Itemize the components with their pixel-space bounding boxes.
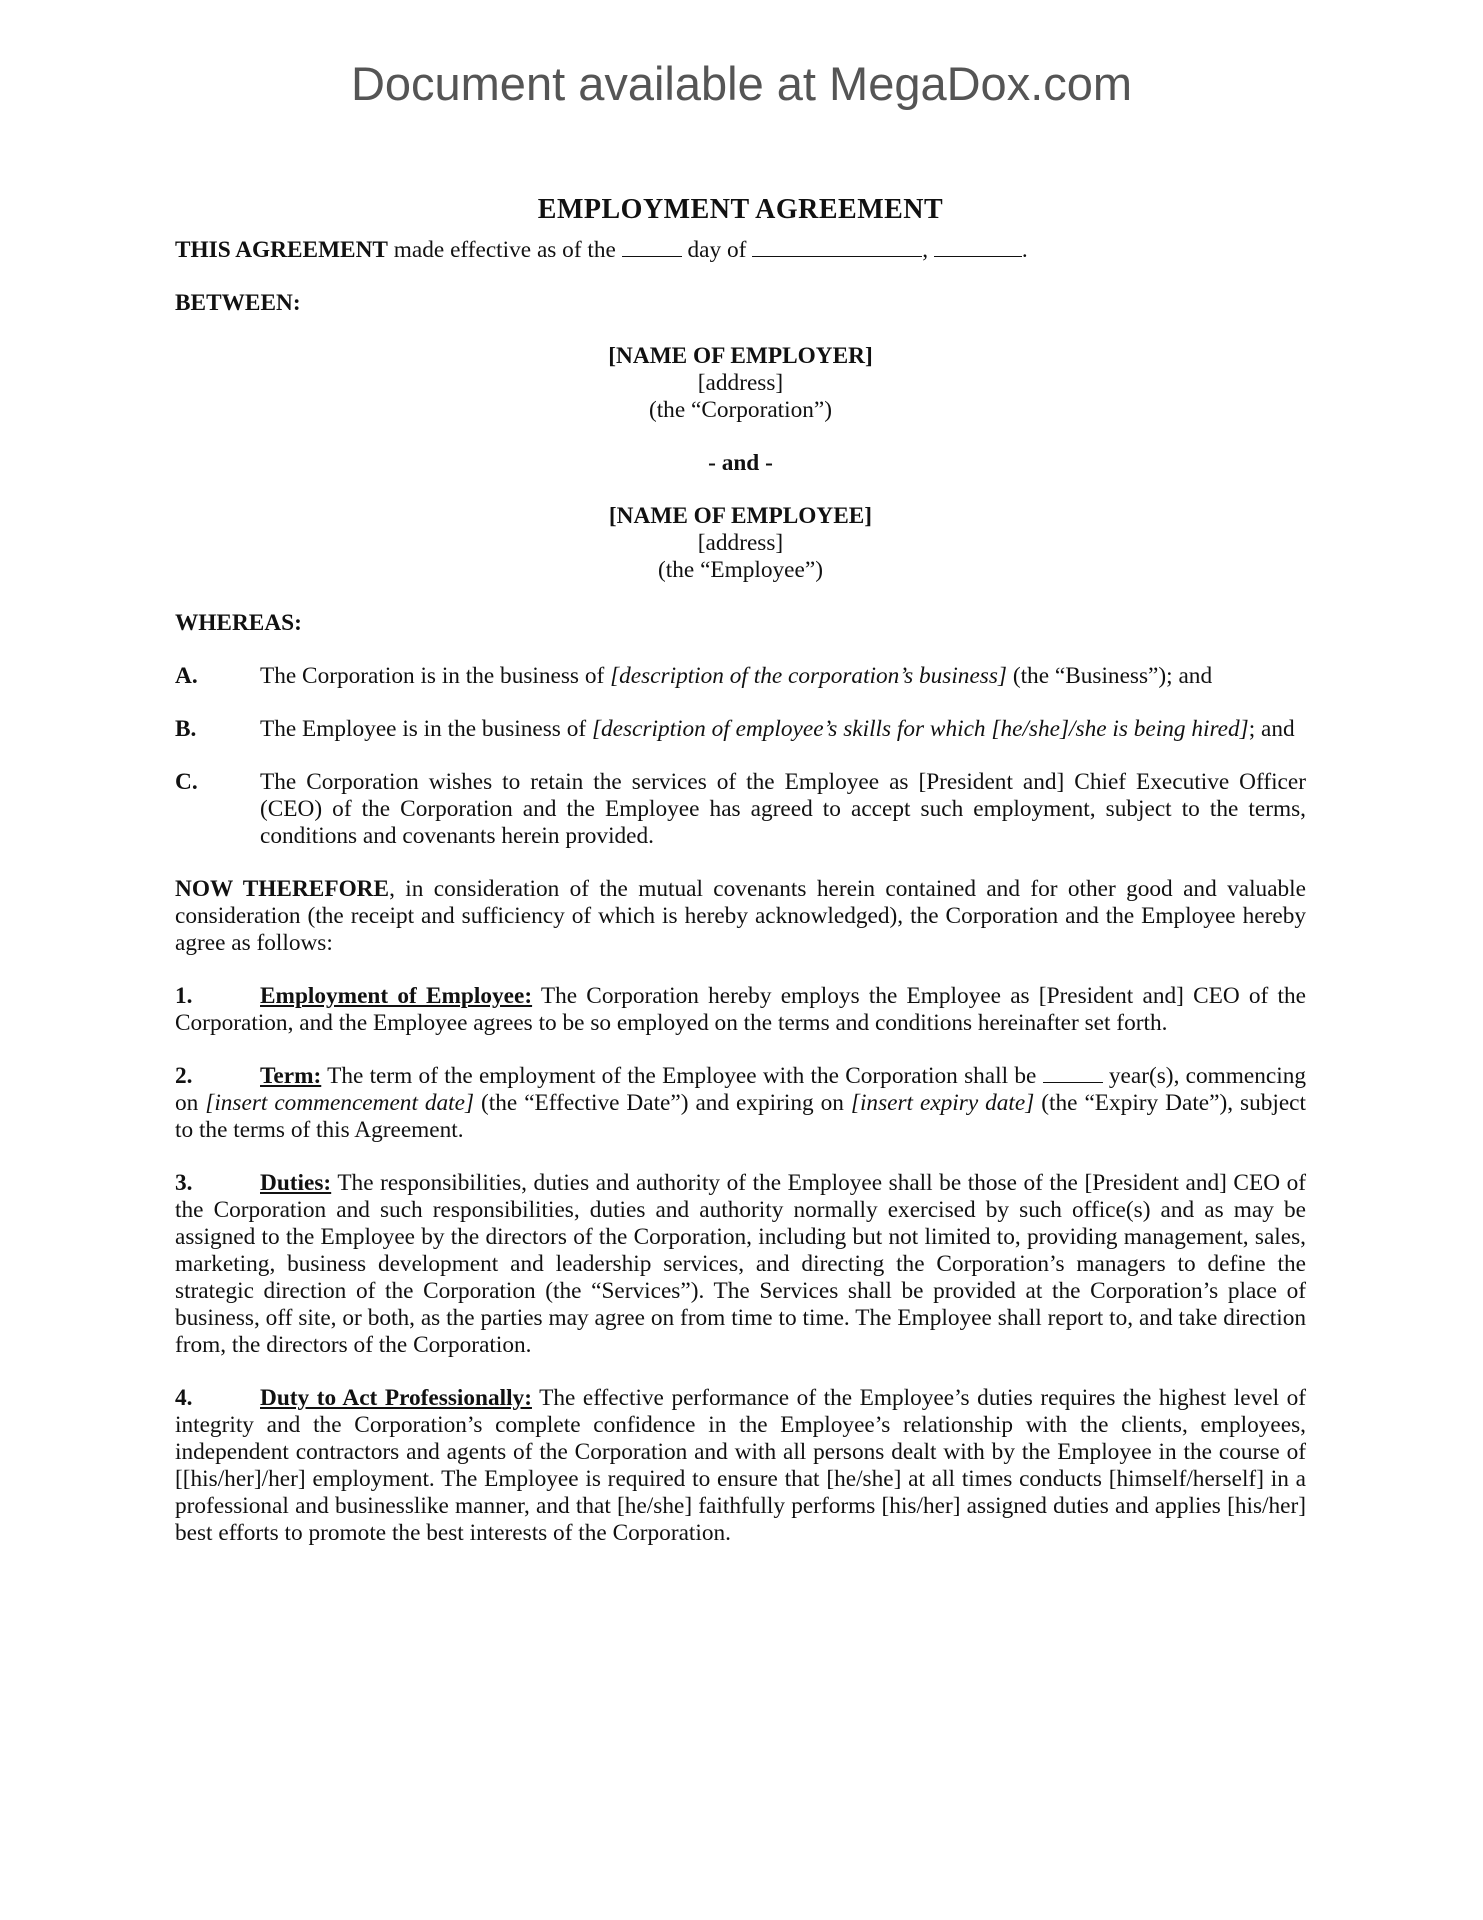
text-run: , in consideration of the mutual covenants herein contained and for other good and valuable consideration (the receipt and sufficiency of which is hereby acknowledged), the Corporation and the Employee hereby agree as follows:	[175, 876, 1306, 956]
employer-name: [NAME OF EMPLOYER]	[608, 343, 873, 369]
recital-label: C.	[175, 769, 198, 795]
clause-2	[175, 1063, 1306, 1144]
placeholder-text: [description of the corporation’s business]	[610, 663, 1007, 689]
now-therefore-bold: NOW THEREFORE	[175, 876, 390, 902]
employer-alias: (the “Corporation”)	[648, 397, 833, 423]
watermark-banner: Document available at MegaDox.com	[350, 57, 1133, 110]
clause-heading: Term:	[260, 1063, 322, 1089]
text-run: ; and	[1248, 716, 1295, 742]
placeholder-text: [description of employee’s skills for which [he/she]/she is being hired]	[591, 716, 1249, 742]
clause-number: 3.	[175, 1170, 193, 1196]
clause-text: The effective performance of the Employee’s duties requires the highest level of integrity and the Corporation’s complete confidence in the Employee’s relationship with the clients, employees, independent contractors and agents of the Corporation and with all persons dealt with by the Employee in the course of [[his/her]/her] employment. The Employee is required to ensure that [he/she] at all times conducts [himself/herself] in a professional and businesslike manner, and that [he/she] faithfully performs [his/her] assigned duties and applies [his/her] best efforts to promote the best interests of the Corporation.	[175, 1385, 1306, 1546]
employee-address: [address]	[697, 530, 784, 556]
clause-text: The responsibilities, duties and authority of the Employee shall be those of the [President and] CEO of the Corporation and such responsibilities, duties and authority normally exercised by such office(s) and as may be assigned to the Employee by the directors of the Corporation, including but not limited to, providing management, sales, marketing, business development and leadership services, and directing the Corporation’s managers to define the strategic direction of the Corporation (the “Services”). The Services shall be provided at the Corporation’s place of business, off site, or both, as the parties may agree on from time to time. The Employee shall report to, and take direction from, the directors of the Corporation.	[175, 1170, 1306, 1358]
employer-address: [address]	[697, 370, 784, 396]
text-run: The Corporation is in the business of	[260, 663, 611, 689]
employer-block	[175, 343, 1306, 424]
recital-text	[260, 663, 1306, 690]
clause-3	[175, 1170, 1306, 1359]
document-page	[175, 196, 1306, 1573]
clause-4	[175, 1385, 1306, 1547]
clause-heading: Duties:	[260, 1170, 332, 1196]
placeholder-text: [insert expiry date]	[850, 1090, 1035, 1116]
recital-label: A.	[175, 663, 198, 689]
document-title: EMPLOYMENT AGREEMENT	[537, 194, 944, 225]
intro-text: day of	[681, 237, 753, 263]
month-blank	[752, 237, 922, 257]
intro-text: made effective as of the	[387, 237, 622, 263]
clause-number: 4.	[175, 1385, 193, 1411]
years-blank	[1043, 1063, 1103, 1083]
whereas-heading: WHEREAS:	[175, 610, 302, 636]
placeholder-text: [insert commencement date]	[205, 1090, 475, 1116]
year-blank	[934, 237, 1022, 257]
employee-alias: (the “Employee”)	[658, 557, 823, 583]
intro-bold: THIS AGREEMENT	[175, 237, 388, 263]
and-separator: - and -	[708, 450, 773, 476]
clause-number: 1.	[175, 983, 193, 1009]
clause-text: (the “Expiry Date”), subject to the terms of this Agreement.	[175, 1090, 1306, 1143]
intro-text: .	[1021, 237, 1028, 263]
clause-heading: Employment of Employee:	[260, 983, 533, 1009]
recital-text: The Corporation wishes to retain the services of the Employee as [President and] Chief Executive Officer (CEO) of the Corporation and the Employee has agreed to accept such employment, subject to the terms, conditions and covenants herein provided.	[260, 769, 1306, 849]
text-run: The Employee is in the business of	[260, 716, 592, 742]
clause-heading: Duty to Act Professionally:	[260, 1385, 532, 1411]
intro-text: ,	[922, 237, 934, 263]
day-blank	[622, 237, 682, 257]
between-heading: BETWEEN:	[175, 290, 301, 316]
clause-text: The Corporation hereby employs the Employee as [President and] CEO of the Corporation, and the Employee agrees to be so employed on the terms and conditions hereinafter set forth.	[175, 983, 1306, 1036]
employee-name: [NAME OF EMPLOYEE]	[608, 503, 873, 529]
recital-label: B.	[175, 716, 197, 742]
clause-1	[175, 983, 1306, 1037]
clause-text: year(s), commencing on	[175, 1063, 1306, 1116]
clause-text: (the “Effective Date”) and expiring on	[474, 1090, 851, 1116]
intro-line	[175, 237, 1306, 264]
clause-number: 2.	[175, 1063, 193, 1089]
now-therefore-paragraph	[175, 876, 1306, 957]
employee-block	[175, 503, 1306, 584]
clause-text: The term of the employment of the Employee with the Corporation shall be	[321, 1063, 1043, 1089]
recital-text	[260, 716, 1306, 743]
text-run: (the “Business”); and	[1007, 663, 1213, 689]
recital-b	[175, 716, 1306, 743]
recital-c	[175, 769, 1306, 850]
recital-a	[175, 663, 1306, 690]
